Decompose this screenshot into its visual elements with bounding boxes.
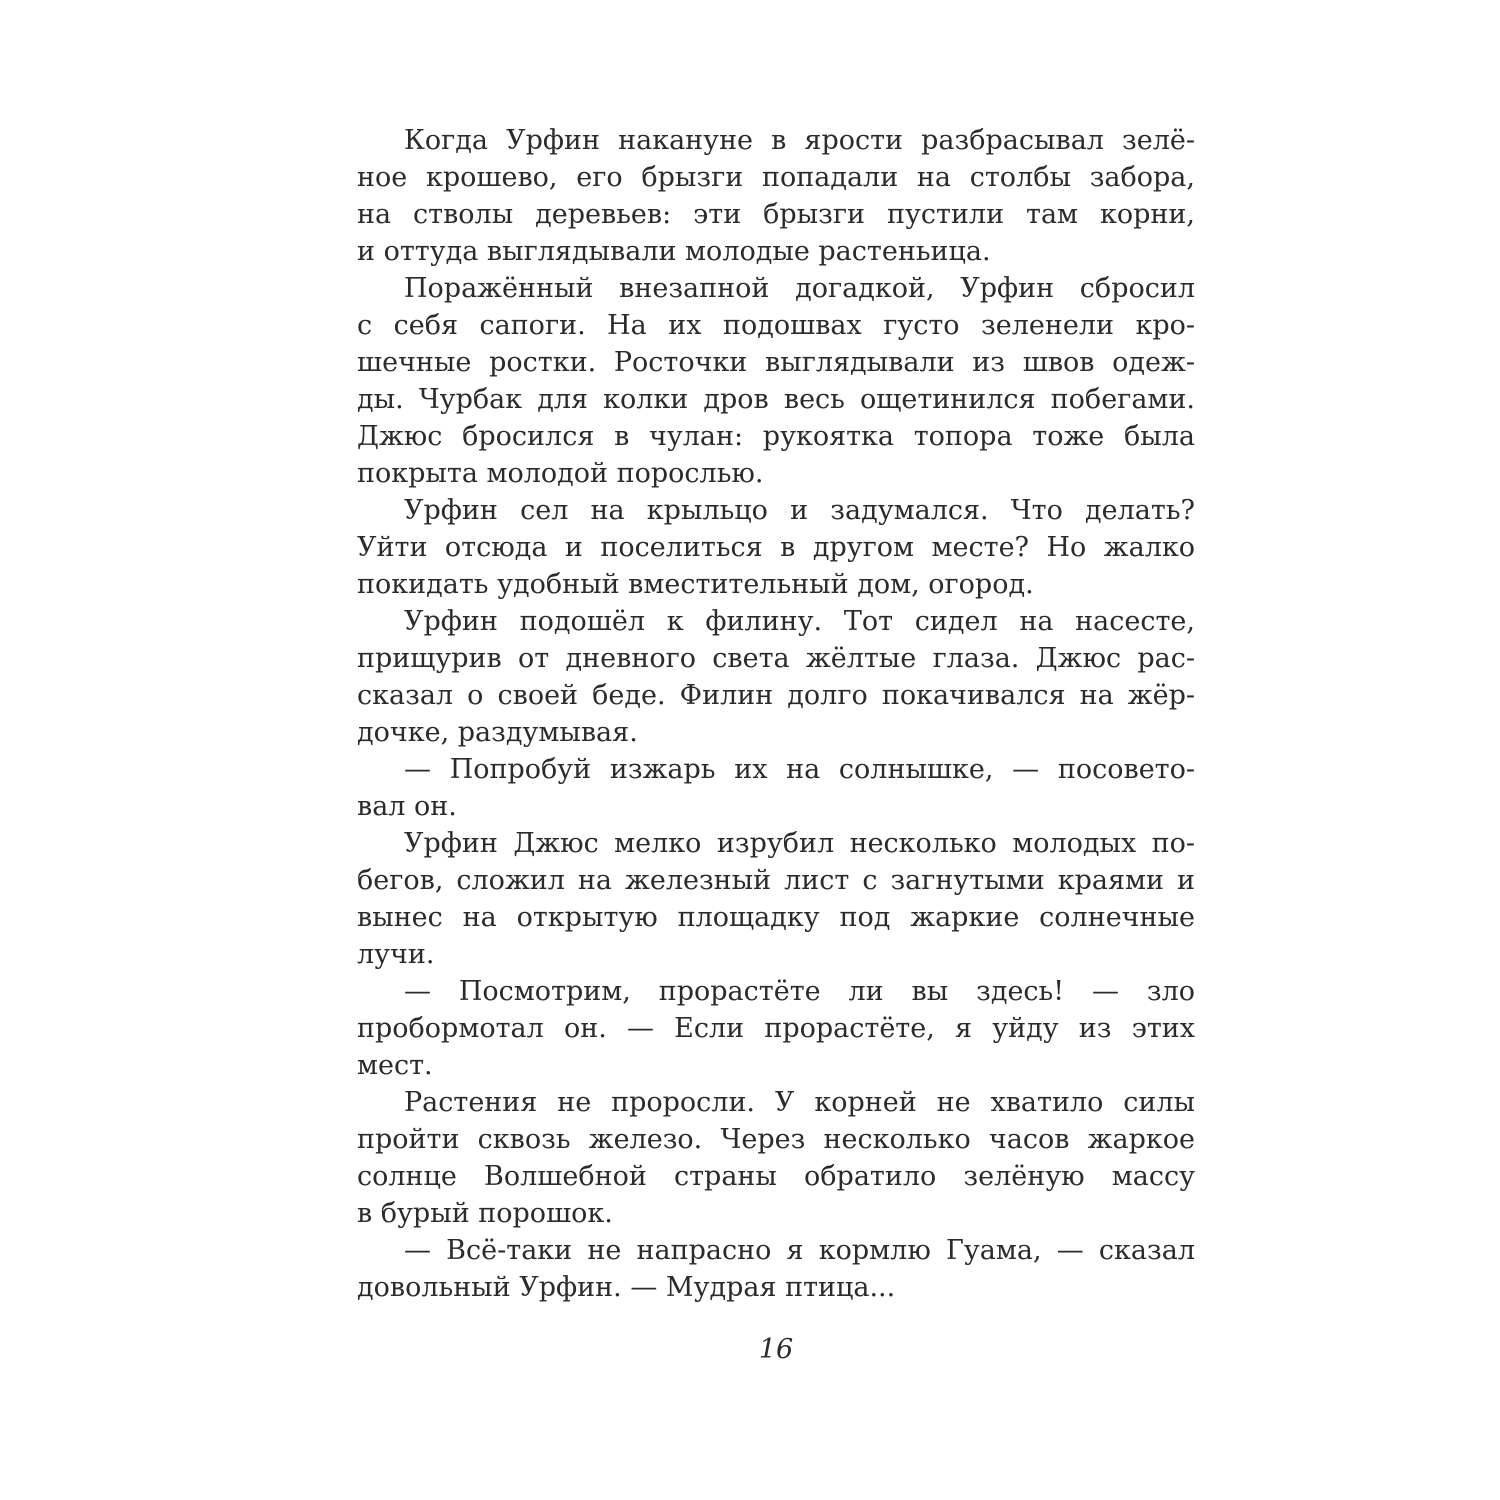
text-line: прищурив от дневного света жёлтые глаза. Джюс рас- <box>357 643 1195 674</box>
paragraph-3 <box>357 492 1195 603</box>
text-line: Когда Урфин накануне в ярости разбрасывал зелё- <box>404 125 1195 156</box>
text-line: лучи. <box>357 939 435 970</box>
paragraph-2 <box>357 270 1195 492</box>
text-line: с себя сапоги. На их подошвах густо зеленели кро- <box>357 310 1195 341</box>
text-line: пробормотал он. — Если прорастёте, я уйду из этих <box>357 1013 1195 1044</box>
text-line: мест. <box>357 1050 433 1081</box>
paragraph-1 <box>357 122 1195 270</box>
text-line: бегов, сложил на железный лист с загнутыми краями и <box>357 865 1195 896</box>
text-line: Джюс бросился в чулан: рукоятка топора тоже была <box>357 421 1195 452</box>
text-line: ное крошево, его брызги попадали на столбы забора, <box>357 162 1195 193</box>
paragraph-4 <box>357 603 1195 751</box>
text-line: Растения не проросли. У корней не хватило силы <box>404 1087 1195 1118</box>
book-page <box>357 122 1195 1382</box>
text-line: солнце Волшебной страны обратило зелёную массу <box>357 1161 1195 1192</box>
text-line: покидать удобный вместительный дом, огород. <box>357 569 1034 600</box>
paragraph-5 <box>357 751 1195 825</box>
text-line: и оттуда выглядывали молодые растеньица. <box>357 236 991 267</box>
text-line: Уйти отсюда и поселиться в другом месте? Но жалко <box>357 532 1195 563</box>
text-line: Урфин сел на крыльцо и задумался. Что делать? <box>404 495 1195 526</box>
text-line: сказал о своей беде. Филин долго покачивался на жёр- <box>357 680 1195 711</box>
text-line: в бурый порошок. <box>357 1198 613 1229</box>
text-line: вал он. <box>357 791 457 822</box>
text-line: на стволы деревьев: эти брызги пустили там корни, <box>357 199 1195 230</box>
text-line: довольный Урфин. — Мудрая птица... <box>357 1272 896 1303</box>
text-line: — Попробуй изжарь их на солнышке, — посовето- <box>404 754 1195 785</box>
text-line: — Всё-таки не напрасно я кормлю Гуама, — сказал <box>404 1235 1195 1266</box>
page-text <box>357 122 1195 1306</box>
text-line: вынес на открытую площадку под жаркие солнечные <box>357 902 1195 933</box>
text-line: Урфин подошёл к филину. Тот сидел на насесте, <box>404 606 1195 637</box>
text-line: Поражённый внезапной догадкой, Урфин сбросил <box>404 273 1195 304</box>
text-line: дочке, раздумывая. <box>357 717 638 748</box>
text-line: покрыта молодой порослью. <box>357 458 764 489</box>
paragraph-6 <box>357 825 1195 973</box>
page-number: 16 <box>758 1334 794 1365</box>
text-line: Урфин Джюс мелко изрубил несколько молодых по- <box>404 828 1195 859</box>
text-line: ды. Чурбак для колки дров весь ощетинился побегами. <box>357 384 1195 415</box>
text-line: — Посмотрим, прорастёте ли вы здесь! — зло <box>404 976 1195 1007</box>
paragraph-9 <box>357 1232 1195 1306</box>
text-line: пройти сквозь железо. Через несколько часов жаркое <box>357 1124 1195 1155</box>
paragraph-7 <box>357 973 1195 1084</box>
paragraph-8 <box>357 1084 1195 1232</box>
text-line: шечные ростки. Росточки выглядывали из швов одеж- <box>357 347 1195 378</box>
